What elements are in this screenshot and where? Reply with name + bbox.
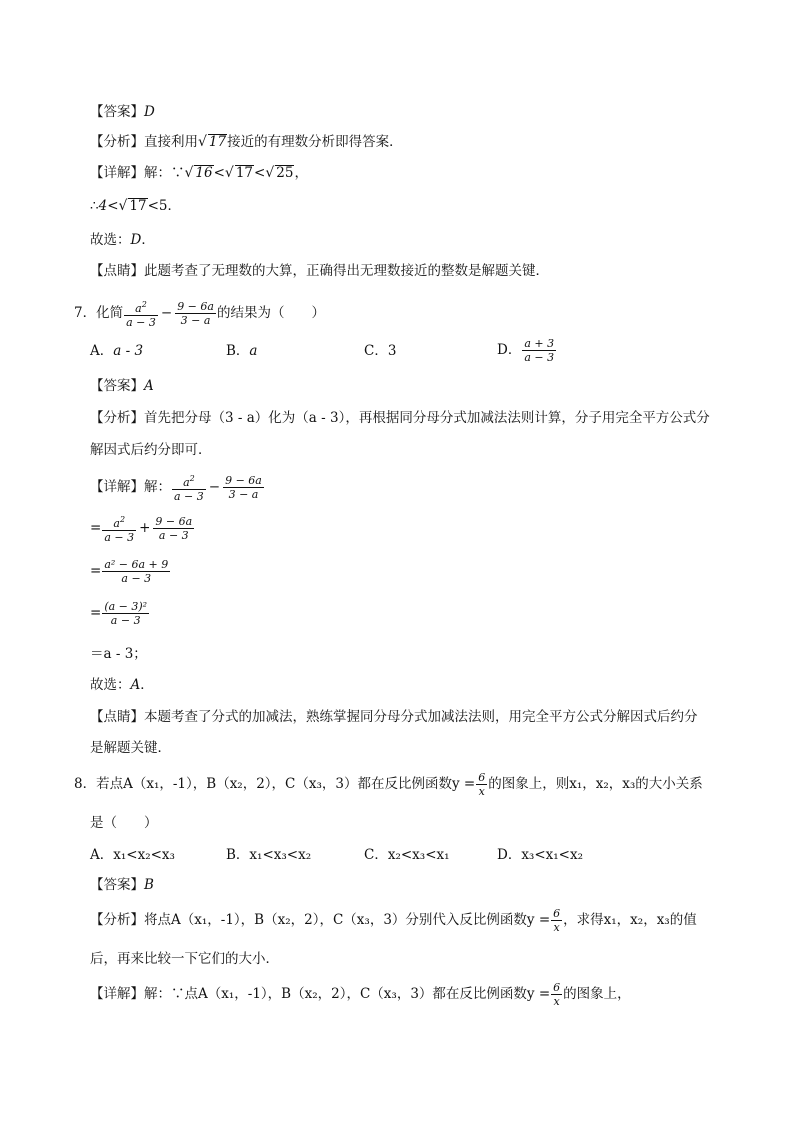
sqrt-sign-icon: √ <box>224 165 234 181</box>
q7-comment-2: 是解题关键． <box>90 740 171 756</box>
q7-choose: 故选：A． <box>90 677 154 693</box>
q7-stem: 7．化简 $\frac{a^2}{a - 3}$ − $\frac{9 - 6a}{3 - a}$ 的结果为（ ） <box>74 299 325 329</box>
q6-detail: 【详解】解：∵√ 16<√ 17<√ 25， <box>90 165 308 181</box>
q7-option-b: B．a <box>226 343 258 359</box>
q7-detail-step2: = $\frac{a^2}{a - 3}$ + $\frac{9 - 6a}{a - 3}$ <box>90 514 193 544</box>
q7-detail-step1: 【详解】解： $\frac{a^2}{a - 3}$ − $\frac{9 - 6a}{3 - a}$ <box>90 473 262 503</box>
q7-detail-step4: = $\frac{\text{(a − 3)²}}{a - 3}$ <box>90 599 148 627</box>
sqrt-sign-icon: √ <box>118 198 128 214</box>
q7-comment-1: 【点睛】本题考查了分式的加减法，熟练掌握同分母分式加减法法则，用完全平方公式分解因式后约分 <box>90 709 698 725</box>
q8-option-c: C．x₂<x₃<x₁ <box>364 847 450 863</box>
q7-detail-result: ＝a - 3； <box>90 646 147 662</box>
q8-answer: 【答案】B <box>90 877 154 893</box>
q7-analysis-2: 解因式后约分即可． <box>90 442 212 458</box>
q7-option-c: C．3 <box>364 343 397 359</box>
q8-stem-3: 是（ ） <box>90 815 158 831</box>
q8-option-b: B．x₁<x₃<x₂ <box>226 847 312 863</box>
sqrt-sign-icon: √ <box>198 134 207 150</box>
q8-option-a: A．x₁<x₂<x₃ <box>90 847 175 863</box>
q6-analysis: 【分析】直接利用√ 17接近的有理数分析即得答案． <box>90 134 403 150</box>
sqrt-sign-icon: √ <box>265 165 275 181</box>
q7-analysis-1: 【分析】首先把分母（3 - a）化为（a - 3），再根据同分母分式加减法法则计算，分子用完全平方公式分 <box>90 410 710 426</box>
q6-comment: 【点睛】此题考查了无理数的大算，正确得出无理数接近的整数是解题关键． <box>90 263 549 279</box>
q8-detail: 【详解】解：∵点A（x₁，-1），B（x₂，2），C（x₃，3）都在反比例函数y = $\frac{6}{x}$ 的图象上， <box>90 980 631 1008</box>
q6-detail-line2: ∴4<√ 17<5． <box>90 198 182 214</box>
q7-option-d: D． $\frac{a + 3}{a - 3}$ <box>497 336 555 364</box>
q8-option-d: D．x₃<x₁<x₂ <box>497 847 584 863</box>
q8-analysis-3: 后，再来比较一下它们的大小． <box>90 951 279 967</box>
q6-answer: 【答案】D <box>90 104 155 120</box>
q6-choose: 故选：D． <box>90 232 155 248</box>
sqrt-sign-icon: √ <box>184 165 194 181</box>
q7-answer: 【答案】A <box>90 378 154 394</box>
q8-analysis-1: 【分析】将点A（x₁，-1），B（x₂，2），C（x₃，3）分别代入反比例函数y = $\frac{6}{x}$ ，求得x₁，x₂，x₃的值 <box>90 906 697 934</box>
q7-option-a: A．a - 3 <box>90 343 144 359</box>
q7-detail-step3: = $\frac{\text{a² − 6a + 9}}{a - 3}$ <box>90 557 169 585</box>
q8-stem-1: 8．若点A（x₁，-1），B（x₂，2），C（x₃，3）都在反比例函数y = $\frac{6}{x}$ 的图象上，则x₁，x₂，x₃的大小关系 <box>74 770 703 798</box>
